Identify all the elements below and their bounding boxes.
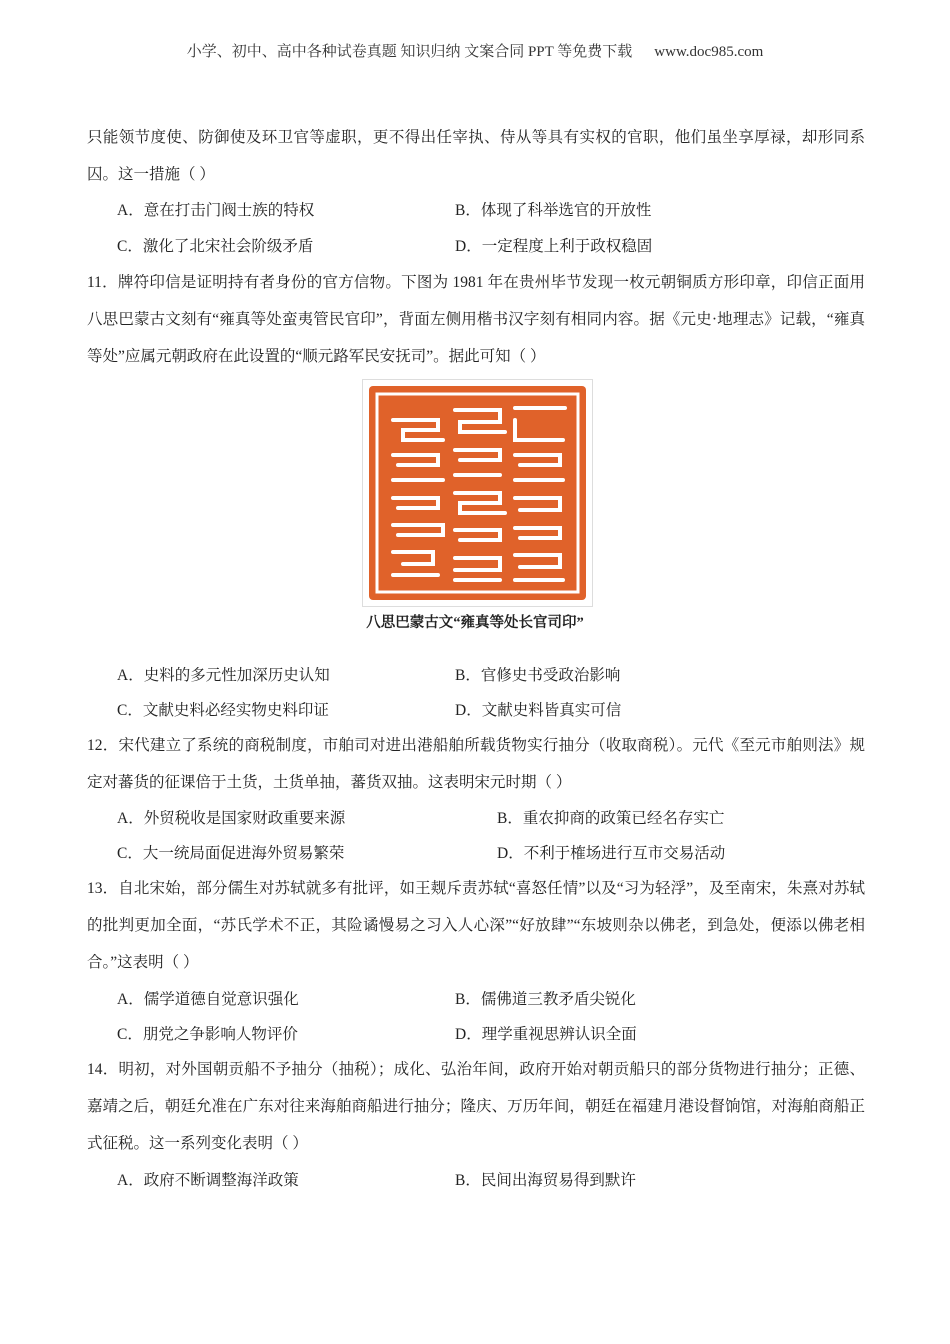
q14-option-a: A．政府不断调整海洋政策 — [117, 1172, 299, 1189]
seal-image — [362, 379, 593, 607]
q13-stem: 13．自北宋始，部分儒生对苏轼就多有批评，如王觌斥责苏轼“喜怒任情”以及“习为轻浮”，及至南宋，朱熹对苏轼的批判更加全面，“苏氏学术不正，其险谲慢易之习入人心深”“好放肆”“东坡则杂以佛老，到急处，便添以佛老相合。”这表明（ ） — [87, 880, 865, 971]
q11-option-c: C．文献史料必经实物史料印证 — [117, 702, 329, 719]
q12-option-a: A．外贸税收是国家财政重要来源 — [117, 810, 346, 827]
q11-option-b: B．官修史书受政治影响 — [455, 667, 621, 684]
q11-option-a: A．史料的多元性加深历史认知 — [117, 667, 330, 684]
header-text: 小学、初中、高中各种试卷真题 知识归纳 文案合同 PPT 等免费下载 — [186, 44, 633, 60]
q10-stem: 只能领节度使、防御使及环卫官等虚职，更不得出任宰执、侍从等具有实权的官职，他们虽坐享厚禄，却形同系囚。这一措施（ ） — [87, 129, 865, 183]
q11-stem: 11．牌符印信是证明持有者身份的官方信物。下图为 1981 年在贵州毕节发现一枚元朝铜质方形印章，印信正面用八思巴蒙古文刻有“雍真等处蛮夷管民官印”，背面左侧用楷书汉字刻有相同内容。据《元史·地理志》记载，“雍真等处”应属元朝政府在此设置的“顺元路军民安抚司”。据此可知（ ） — [87, 274, 865, 365]
q14-option-b: B．民间出海贸易得到默许 — [455, 1172, 636, 1189]
q12-option-b: B．重农抑商的政策已经名存实亡 — [497, 810, 725, 827]
q12-stem: 12．宋代建立了系统的商税制度，市舶司对进出港船舶所载货物实行抽分（收取商税）。元代《至元市舶则法》规定对蕃货的征课倍于土货，土货单抽，蕃货双抽。这表明宋元时期（ ） — [87, 737, 865, 791]
q13-option-c: C．朋党之争影响人物评价 — [117, 1026, 298, 1043]
q12-option-d: D．不利于榷场进行互市交易活动 — [497, 845, 726, 862]
q13-option-d: D．理学重视思辨认识全面 — [455, 1026, 637, 1043]
q13-option-a: A．儒学道德自觉意识强化 — [117, 991, 299, 1008]
header-url: www.doc985.com — [654, 44, 764, 60]
page-header — [0, 40, 950, 61]
q14-stem: 14．明初，对外国朝贡船不予抽分（抽税）；成化、弘治年间，政府开始对朝贡船只的部分货物进行抽分；正德、嘉靖之后，朝廷允准在广东对往来海舶商船进行抽分；隆庆、万历年间，朝廷在福建月港设督饷馆，对海舶商船正式征税。这一系列变化表明（ ） — [87, 1061, 865, 1152]
q10-option-d: D．一定程度上利于政权稳固 — [455, 238, 653, 255]
q10-option-c: C．激化了北宋社会阶级矛盾 — [117, 238, 314, 255]
q10-option-a: A．意在打击门阀士族的特权 — [117, 202, 315, 219]
q11-option-d: D．文献史料皆真实可信 — [455, 702, 622, 719]
q12-option-c: C．大一统局面促进海外贸易繁荣 — [117, 845, 345, 862]
q13-option-b: B．儒佛道三教矛盾尖锐化 — [455, 991, 636, 1008]
q10-option-b: B．体现了科举选官的开放性 — [455, 202, 652, 219]
figure-caption: 八思巴蒙古文“雍真等处长官司印” — [366, 615, 584, 631]
